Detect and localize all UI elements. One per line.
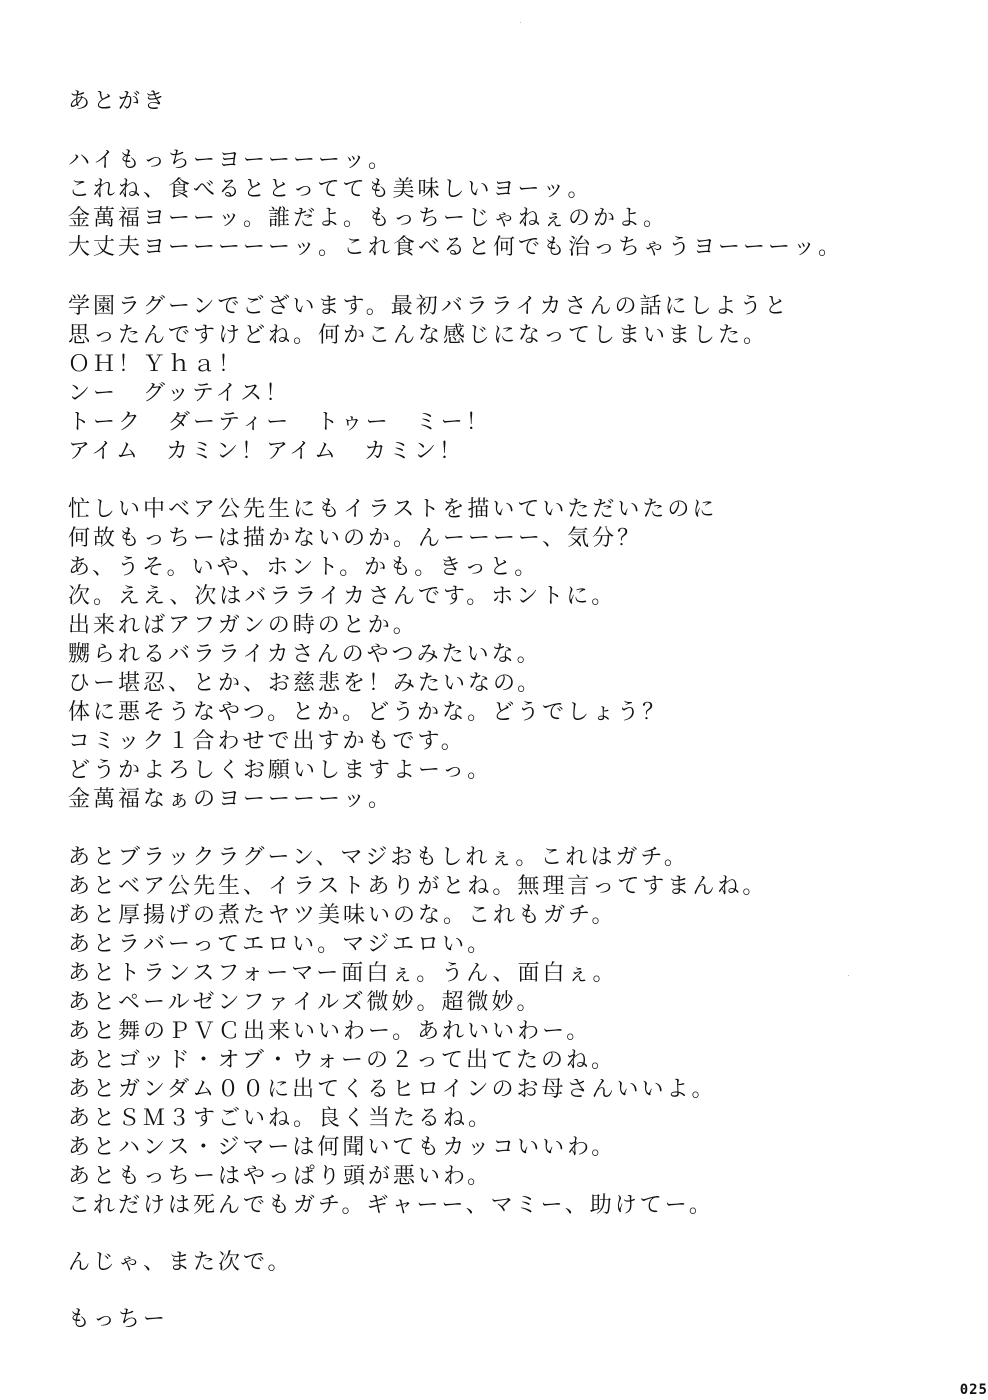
- text-line: 忙しい中ベア公先生にもイラストを描いていただいたのに: [68, 497, 718, 522]
- text-line: 体に悪そうなやつ。とか。どうかな。どうでしょう？: [68, 700, 668, 725]
- text-line: あともっちーはやっぱり頭が悪いわ。: [68, 1164, 493, 1189]
- text-line: あと舞のＰＶＣ出来いいわー。あれいいわー。: [68, 1019, 592, 1044]
- text-line: 何故もっちーは描かないのか。んーーーー、気分？: [68, 526, 643, 551]
- text-line: あと厚揚げの煮たヤツ美味いのな。これもガチ。: [68, 903, 617, 928]
- text-line: あ、うそ。いや、ホント。かも。きっと。: [68, 555, 540, 580]
- text-line: これだけは死んでもガチ。ギャーー、マミー、助けてー。: [68, 1193, 714, 1218]
- text-line: あとラバーってエロい。マジエロい。: [68, 932, 493, 957]
- text-line: あとハンス・ジマーは何聞いてもカッコいいわ。: [68, 1135, 617, 1160]
- text-line: 大丈夫ヨーーーーーッ。これ食べると何でも治っちゃうヨーーーッ。: [68, 235, 844, 260]
- text-line: ンー グッテイス！: [68, 381, 291, 406]
- text-line: 金萬福ヨーーッ。誰だよ。もっちーじゃねぇのかよ。: [68, 206, 669, 231]
- text-line: 嬲られるバラライカさんのやつみたいな。: [68, 642, 542, 667]
- text-line: どうかよろしくお願いしますよーっ。: [68, 758, 493, 783]
- text-line: トーク ダーティー トゥー ミー！: [68, 410, 491, 435]
- text-line: 出来ればアフガンの時のとか。: [68, 613, 418, 638]
- text-line: あとベア公先生、イラストありがとね。無理言ってすまんね。: [68, 874, 768, 899]
- text-line: これね、食べるととってても美味しいヨーッ。: [68, 177, 593, 202]
- text-line: ＯＨ！Ｙｈａ！: [68, 352, 244, 377]
- text-line: 学園ラグーンでございます。最初バラライカさんの話にしようと: [68, 294, 790, 319]
- text-line: あとＳＭ３すごいね。良く当たるね。: [68, 1106, 494, 1131]
- text-line: んじゃ、また次で。: [68, 1250, 293, 1275]
- text-line: アイム カミン！アイム カミン！: [68, 439, 465, 464]
- text-line: 次。ええ、次はバラライカさんです。ホントに。: [68, 584, 617, 609]
- text-line: あとトランスフォーマー面白ぇ。うん、面白ぇ。: [68, 961, 618, 986]
- text-line: あとペールゼンファイルズ微妙。超微妙。: [68, 990, 542, 1015]
- page-number: 025: [959, 1382, 988, 1398]
- text-line: あとガンダム００に出てくるヒロインのお母さんいいよ。: [68, 1077, 717, 1102]
- text-line: あとブラックラグーン、マジおもしれぇ。これはガチ。: [68, 845, 689, 870]
- scan-speck: [520, 22, 521, 23]
- text-line: ハイもっちーヨーーーーッ。: [68, 148, 394, 173]
- text-line: 金萬福なぁのヨーーーーッ。: [68, 787, 394, 812]
- author-signature: もっちー: [68, 1307, 169, 1332]
- text-line: 思ったんですけどね。何かこんな感じになってしまいました。: [68, 323, 769, 348]
- text-line: コミック１合わせで出すかもです。: [68, 729, 466, 754]
- text-line: ひー堪忍、とか、お慈悲を！みたいなの。: [68, 671, 543, 696]
- scan-speck: [848, 975, 849, 976]
- text-line: あとゴッド・オブ・ウォーの２って出てたのね。: [68, 1048, 617, 1073]
- page-title: あとがき: [68, 89, 169, 114]
